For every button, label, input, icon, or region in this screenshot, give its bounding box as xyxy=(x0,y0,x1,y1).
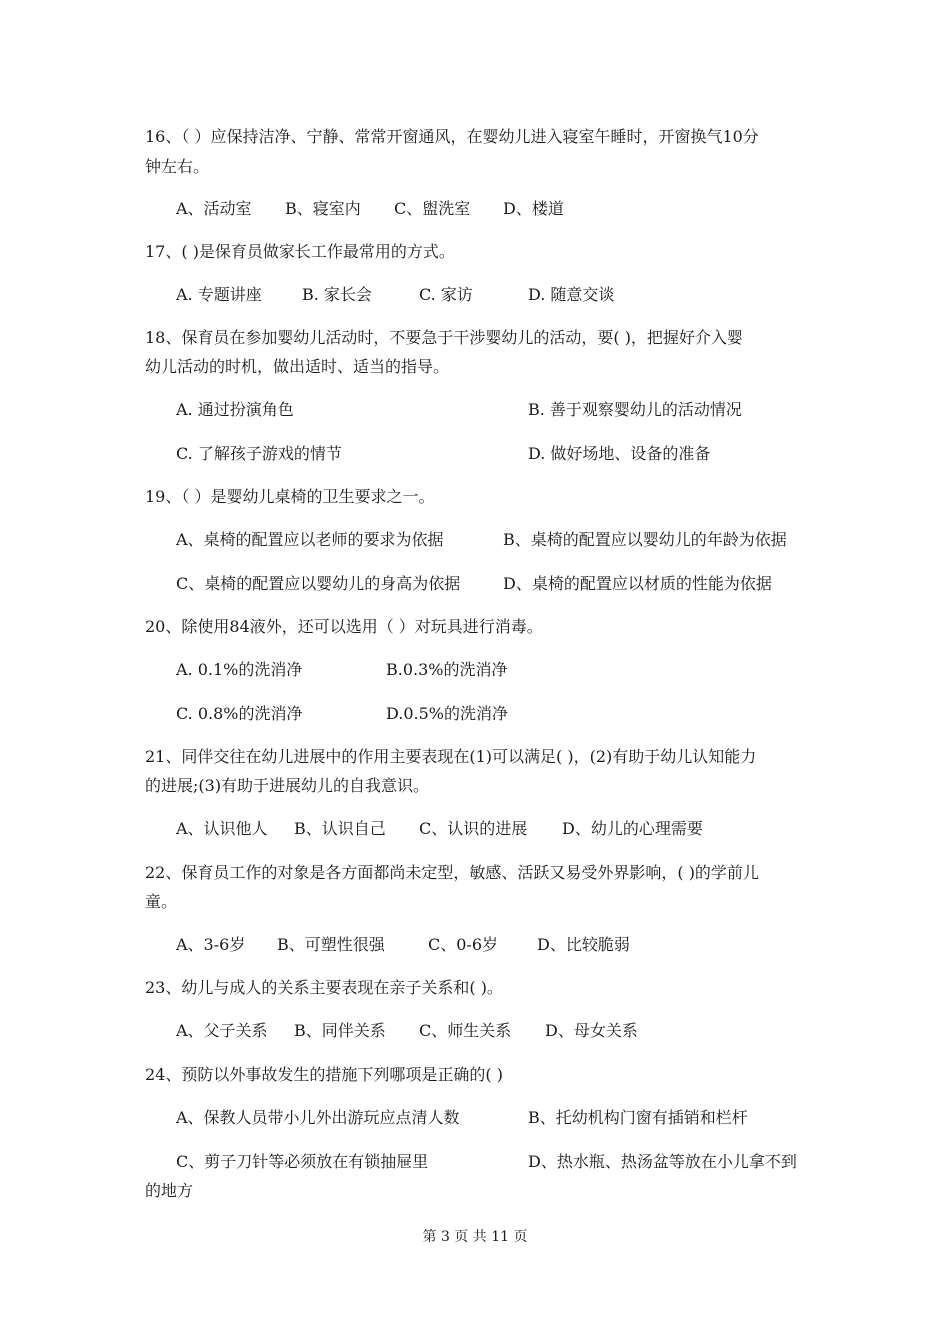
question-18-option-b: B. 善于观察婴幼儿的活动情况 xyxy=(528,400,742,419)
question-20-option-a: A. 0.1%的洗消净 xyxy=(176,660,303,679)
question-17-option-d: D. 随意交谈 xyxy=(528,285,615,304)
question-16-stem-line-2: 钟左右。 xyxy=(145,157,210,176)
question-24-option-d: D、热水瓶、热汤盆等放在小儿拿不到 xyxy=(528,1152,797,1171)
question-22-stem-line-1: 22、保育员工作的对象是各方面都尚未定型，敏感、活跃又易受外界影响，( )的学前儿 xyxy=(145,863,759,882)
page-footer: 第 3 页 共 11 页 xyxy=(422,1229,528,1245)
question-16-option-b: B、寝室内 xyxy=(285,199,361,218)
question-21-option-b: B、认识自己 xyxy=(294,819,386,838)
question-24-option-d-continuation: 的地方 xyxy=(145,1181,194,1200)
question-21-stem-line-2: 的进展;(3)有助于进展幼儿的自我意识。 xyxy=(145,776,430,795)
question-17-option-a: A. 专题讲座 xyxy=(176,285,262,304)
question-18-stem-line-1: 18、保育员在参加婴幼儿活动时，不要急于干涉婴幼儿的活动，要( )，把握好介入婴 xyxy=(145,328,743,347)
question-19-stem: 19、（ ）是婴幼儿桌椅的卫生要求之一。 xyxy=(145,487,435,506)
question-18-stem-line-2: 幼儿活动的时机，做出适时、适当的指导。 xyxy=(145,357,450,376)
question-20-option-d: D.0.5%的洗消净 xyxy=(386,704,508,723)
question-23-option-b: B、同伴关系 xyxy=(294,1021,386,1040)
question-18-option-c: C. 了解孩子游戏的情节 xyxy=(176,444,342,463)
question-24-stem: 24、预防以外事故发生的措施下列哪项是正确的( ) xyxy=(145,1065,503,1084)
question-17-option-c: C. 家访 xyxy=(419,285,473,304)
question-17-stem: 17、( )是保育员做家长工作最常用的方式。 xyxy=(145,242,455,261)
question-24-option-a: A、保教人员带小儿外出游玩应点清人数 xyxy=(176,1108,460,1127)
question-18-option-a: A. 通过扮演角色 xyxy=(176,400,294,419)
question-22-option-c: C、0-6岁 xyxy=(428,935,499,954)
question-24-option-c: C、剪子刀针等必须放在有锁抽屉里 xyxy=(176,1152,429,1171)
question-22-option-a: A、3-6岁 xyxy=(176,935,246,954)
question-22-option-b: B、可塑性很强 xyxy=(277,935,385,954)
question-20-option-b: B.0.3%的洗消净 xyxy=(386,660,508,679)
question-21-option-c: C、认识的进展 xyxy=(419,819,528,838)
question-20-option-c: C. 0.8%的洗消净 xyxy=(176,704,303,723)
question-16-option-c: C、盥洗室 xyxy=(394,199,471,218)
question-23-option-d: D、母女关系 xyxy=(545,1021,638,1040)
question-19-option-a: A、桌椅的配置应以老师的要求为依据 xyxy=(176,530,444,549)
question-21-option-d: D、幼儿的心理需要 xyxy=(562,819,703,838)
question-19-option-c: C、桌椅的配置应以婴幼儿的身高为依据 xyxy=(176,574,461,593)
question-23-option-c: C、师生关系 xyxy=(419,1021,512,1040)
question-20-stem: 20、除使用84液外，还可以选用（ ）对玩具进行消毒。 xyxy=(145,617,543,636)
question-19-option-b: B、桌椅的配置应以婴幼儿的年龄为依据 xyxy=(503,530,787,549)
question-21-stem-line-1: 21、同伴交往在幼儿进展中的作用主要表现在(1)可以满足( )，(2)有助于幼儿认知能力 xyxy=(145,747,757,766)
question-18-option-d: D. 做好场地、设备的准备 xyxy=(528,444,711,463)
question-21-option-a: A、认识他人 xyxy=(176,819,268,838)
question-17-option-b: B. 家长会 xyxy=(302,285,372,304)
question-22-stem-line-2: 童。 xyxy=(145,892,178,911)
question-16-stem-line-1: 16、（ ）应保持洁净、宁静、常常开窗通风，在婴幼儿进入寝室午睡时，开窗换气10分 xyxy=(145,127,759,146)
question-22-option-d: D、比较脆弱 xyxy=(537,935,630,954)
question-23-option-a: A、父子关系 xyxy=(176,1021,268,1040)
question-16-option-a: A、活动室 xyxy=(176,199,252,218)
question-23-stem: 23、幼儿与成人的关系主要表现在亲子关系和( )。 xyxy=(145,978,503,997)
question-19-option-d: D、桌椅的配置应以材质的性能为依据 xyxy=(503,574,772,593)
question-16-option-d: D、楼道 xyxy=(503,199,564,218)
question-24-option-b: B、托幼机构门窗有插销和栏杆 xyxy=(528,1108,748,1127)
